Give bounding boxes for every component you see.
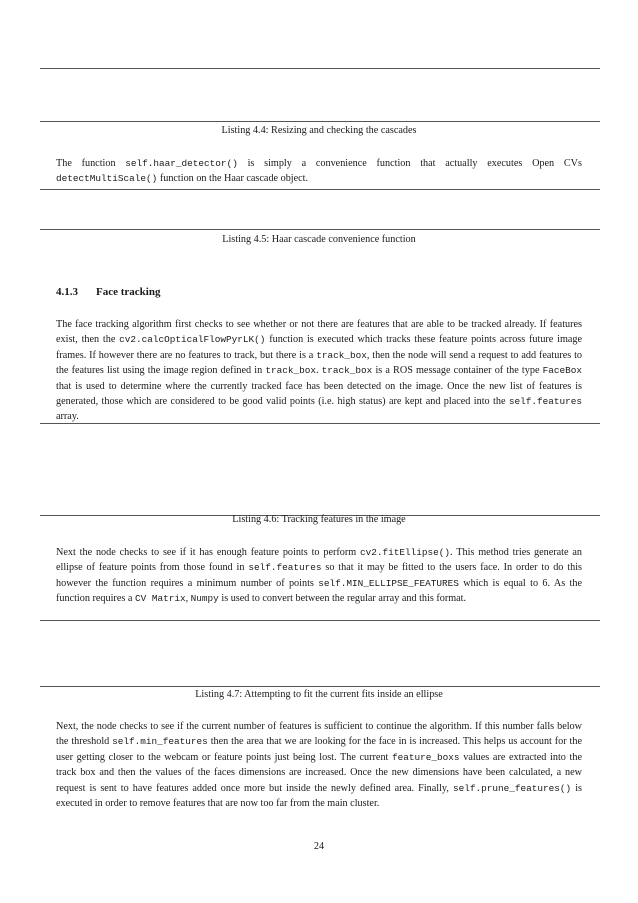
- paragraph-fit-ellipse: [56, 545, 582, 607]
- code-line: [40, 216, 600, 230]
- inline-code: track_box: [265, 365, 316, 377]
- code-line: [40, 68, 600, 82]
- code-line: [40, 660, 600, 673]
- text: The face tracking algorithm first checks to see whether or not there are features that are able to be tracked already. If features exist, then the: [56, 319, 582, 346]
- inline-code: self.min_features: [112, 736, 208, 748]
- text: function on the Haar cascade object.: [157, 173, 309, 185]
- paragraph-face-tracking: [56, 317, 582, 425]
- code-line: [40, 437, 600, 450]
- page-number: 24: [313, 841, 325, 852]
- code-line: [40, 95, 600, 108]
- text: .: [315, 365, 322, 377]
- code-line: [40, 189, 600, 203]
- code-line: [40, 82, 600, 95]
- listing-4-6-caption: Listing 4.6: Tracking features in the image: [232, 514, 406, 525]
- line-number: [40, 686, 54, 687]
- text: is used to convert between the regular array and this format.: [218, 593, 467, 605]
- text: is simply a convenience function that actually executes Open CVs: [237, 158, 582, 169]
- subsection-heading: [56, 285, 160, 299]
- code-line: [40, 463, 600, 476]
- inline-code: self.MIN_ELLIPSE_FEATURES: [318, 577, 459, 589]
- code-line: [40, 634, 600, 647]
- inline-code: CV Matrix: [134, 593, 186, 605]
- code-line: [40, 203, 600, 216]
- text: , then the node will send a request to add features to the features list using the image region defined in: [56, 349, 582, 377]
- text: Next, the node checks to see if the current number of features is sufficient to continue the algorithm. If this number falls below the threshold: [56, 721, 582, 748]
- listing-4-4-caption: Listing 4.4: Resizing and checking the cascades: [221, 125, 417, 136]
- inline-code: self.features: [248, 562, 322, 574]
- inline-code: cv2.calcOpticalFlowPyrLK(): [119, 334, 266, 346]
- listing-4-7-code: [40, 620, 600, 687]
- inline-code: track_box: [321, 365, 373, 377]
- listing-4-5-caption: Listing 4.5: Haar cascade convenience function: [222, 234, 416, 245]
- line-number: [40, 121, 54, 122]
- code-text: [70, 229, 254, 230]
- subsection-title: Face tracking: [96, 286, 161, 298]
- text: that is used to determine where the currently tracked face has been detected on the image. Once the new list of features is generated, those which are considered to be good valid points (i.e. high status) are kept and placed into the: [56, 380, 582, 408]
- inline-code: FaceBox: [542, 365, 582, 377]
- code-line: [40, 489, 600, 502]
- code-line: [40, 450, 600, 463]
- inline-code: self.prune_features(): [452, 782, 572, 794]
- text: Next the node checks to see if it has enough feature points to perform: [56, 547, 361, 558]
- code-line: [40, 647, 600, 660]
- text: array.: [56, 411, 79, 423]
- inline-code: self.features: [508, 396, 582, 408]
- code-line: [40, 108, 600, 122]
- inline-code: Numpy: [190, 593, 219, 605]
- text: function is executed which tracks these feature points across future image frames. If however there are no features to track, but there is a: [56, 334, 583, 361]
- code-line: [40, 620, 600, 634]
- text: ,: [185, 593, 191, 605]
- listing-4-7-caption: Listing 4.7: Attempting to fit the current fits inside an ellipse: [195, 689, 443, 700]
- paragraph-haar-detector: [56, 156, 582, 187]
- listing-4-5-code: [40, 189, 600, 230]
- code-line: [40, 673, 600, 687]
- code-line: [40, 423, 600, 437]
- inline-code: detectMultiScale(): [56, 173, 158, 185]
- text: values are extracted into the track box and then the values of the faces dimensions are increased. Once the new dimensions have been calculated, a new request is sent to have features added once more but inside the newly defined area. Finally,: [56, 751, 582, 794]
- paragraph-min-features: [56, 719, 582, 811]
- text: The function: [56, 158, 126, 169]
- text: then the area that we are looking for the face in is increased. This helps us account for the user getting closer to the webcam or feature points just being lost. The current: [56, 736, 582, 763]
- code-line: [40, 476, 600, 489]
- listing-4-6-code: [40, 423, 600, 516]
- subsection-number: 4.1.3: [56, 286, 78, 298]
- text: is a ROS message container of the type: [372, 365, 543, 377]
- listing-4-4-code: [40, 68, 600, 122]
- inline-code: track_box: [316, 349, 367, 361]
- text: . This method tries generate an ellipse of feature points from those found in: [56, 547, 582, 574]
- text: is executed in order to remove features that are now too far from the main cluster.: [56, 782, 582, 810]
- inline-code: cv2.fitEllipse(): [360, 547, 451, 558]
- text: which is equal to 6. As the function requires a: [56, 577, 582, 605]
- text: so that it may be fitted to the users face. In order to do this however the function requires a minimum number of points: [56, 562, 582, 589]
- inline-code: self.haar_detector(): [125, 158, 238, 169]
- inline-code: feature_boxs: [392, 751, 460, 763]
